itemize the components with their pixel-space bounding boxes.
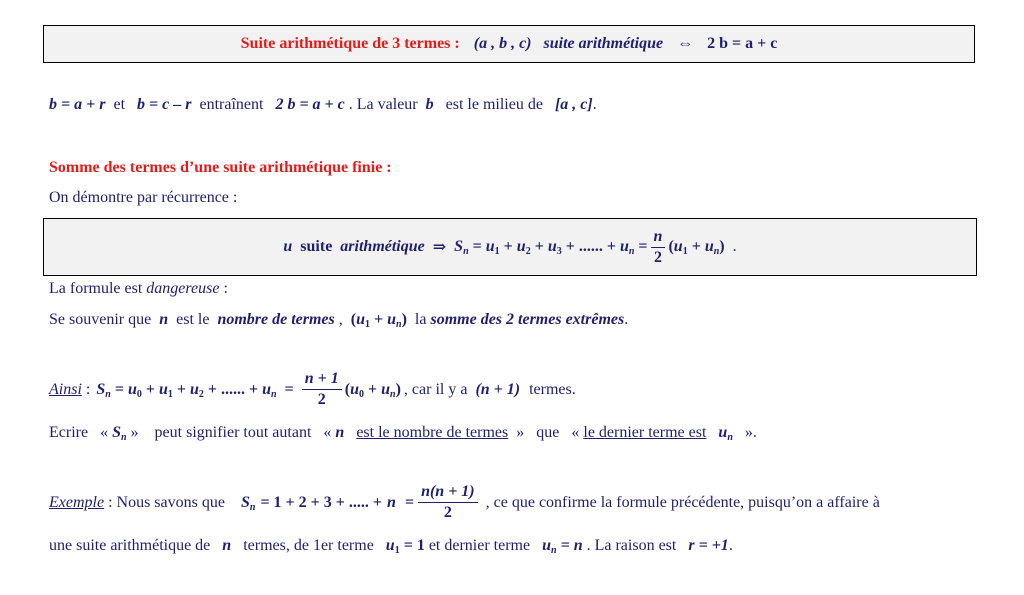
sum-extremes: $(u_1 + u_n)$ (668, 238, 725, 257)
fraction-n-n-plus-1-over-2: $\frac{n(n + 1)}{2}$ (418, 484, 478, 521)
formule-text: La formule est (49, 280, 143, 297)
peut-text: peut signifier tout autant (154, 424, 312, 441)
termes-text: termes. (529, 380, 576, 398)
count-n-plus-1: (n + 1) (475, 380, 521, 398)
est-le-text: est le (176, 311, 210, 328)
ainsi-sum: $S_n = u_0 + u_1 + u_2$ + ...... + $u_n$ = (96, 380, 294, 400)
u1-eq-1: $u_1 = 1$ (385, 537, 425, 556)
line2-d: . La raison est (586, 537, 677, 554)
milieu-text: est le milieu de (445, 96, 543, 113)
triple: (a , b , c) (473, 35, 532, 52)
et-text: et (113, 96, 126, 113)
recurrence-intro: On démontre par récurrence : (49, 189, 238, 206)
ecrire-text: Ecrire (49, 424, 89, 441)
u-var: u (283, 238, 293, 255)
three-terms-title: Suite arithmétique de 3 termes : (240, 35, 460, 52)
ainsi-colon: : (85, 380, 91, 398)
interval-ac: [a , c] (554, 96, 593, 113)
sn-symbol: $S_n$ (112, 424, 127, 443)
implies-symbol: ⇒ (432, 239, 447, 256)
souvenir-line (49, 311, 628, 329)
dernier-terme-underlined: le dernier terme est (583, 424, 707, 441)
souvenir-dot: . (624, 311, 629, 328)
sum-formula: $S_n = u_1 + u_2 + u_3$ + ...... + $u_n$ = (454, 238, 648, 257)
quote-open-1: « (100, 424, 109, 441)
un-eq-n: $u_n = n$ (542, 537, 583, 556)
end-dot: . (592, 96, 597, 113)
suite-word: suite (300, 238, 333, 255)
quote-close-1: » (130, 424, 139, 441)
line2-c: et dernier terme (428, 537, 531, 554)
n-var-2: n (335, 424, 345, 441)
exemple-text1: : Nous savons que (108, 493, 225, 511)
dangereuse-word: dangereuse (146, 280, 220, 297)
line2-b: termes, de 1er terme (243, 537, 374, 554)
somme-extremes-text: somme des 2 termes extrêmes (430, 311, 625, 328)
line2-end: . (728, 537, 733, 554)
exemple-label: Exemple (49, 493, 105, 511)
line2-a: une suite arithmétique de (49, 537, 211, 554)
quote-open-2: « (323, 424, 332, 441)
raison-value: r = +1 (688, 537, 729, 554)
formule-colon: : (223, 280, 228, 297)
souvenir-text: Se souvenir que (49, 311, 152, 328)
b-var: b (425, 96, 434, 113)
box2-end-dot: . (732, 238, 737, 255)
valeur-text: . La valeur (348, 96, 418, 113)
ainsi-line (49, 371, 576, 408)
la-text: la (414, 311, 427, 328)
quote-close-2: » (516, 424, 525, 441)
exemple-sn: $S_n$ (240, 493, 256, 513)
eq-b-c-r: b = c – r (137, 96, 192, 113)
quote-close-3: ». (744, 424, 757, 441)
equation-2b: 2 b = a + c (707, 35, 778, 52)
quote-open-3: « (571, 424, 580, 441)
equiv-symbol: ⇔ (677, 35, 694, 52)
arith-word: arithmétique (340, 238, 425, 255)
exemple-text2: , ce que confirme la formule précédente, puisqu’on a affaire à (485, 493, 880, 511)
que-text: que (536, 424, 560, 441)
u1-plus-un: $(u_1 + u_n)$ (350, 311, 407, 330)
u0-plus-un: $(u_0 + u_n)$ (344, 380, 401, 400)
nb-termes-underlined: est le nombre de termes (356, 424, 509, 441)
theorem-box-sum (43, 218, 977, 276)
somme-heading: Somme des termes d’une suite arithmétique finie : (49, 159, 392, 176)
midpoint-line (49, 96, 597, 114)
car-text: , car il y a (403, 380, 468, 398)
fraction-n-plus-1-over-2: $\frac{n + 1}{2}$ (302, 371, 342, 408)
line2-n: n (222, 537, 232, 554)
comma: , (338, 311, 343, 328)
n-var: n (159, 311, 169, 328)
ecrire-line (49, 424, 757, 442)
ainsi-label: Ainsi (49, 380, 82, 398)
suite-arith-text: suite arithmétique (543, 35, 664, 52)
un-symbol: $u_n$ (718, 424, 733, 443)
exemple-line2 (49, 537, 733, 555)
theorem-box-three-terms (43, 25, 975, 63)
fraction-n-over-2: $\frac{n}{2}$ (651, 229, 666, 266)
entrainent-text: entraînent (199, 96, 264, 113)
nombre-termes: nombre de termes (217, 311, 335, 328)
eq-b-a-r: b = a + r (49, 96, 106, 113)
exemple-eq: = (404, 493, 415, 511)
exemple-n: n (387, 493, 396, 511)
exemple-line (49, 484, 880, 521)
eq-2b: 2 b = a + c (275, 96, 345, 113)
formule-line (49, 280, 228, 298)
exemple-sum: = 1 + 2 + 3 + ..... + (260, 493, 383, 511)
